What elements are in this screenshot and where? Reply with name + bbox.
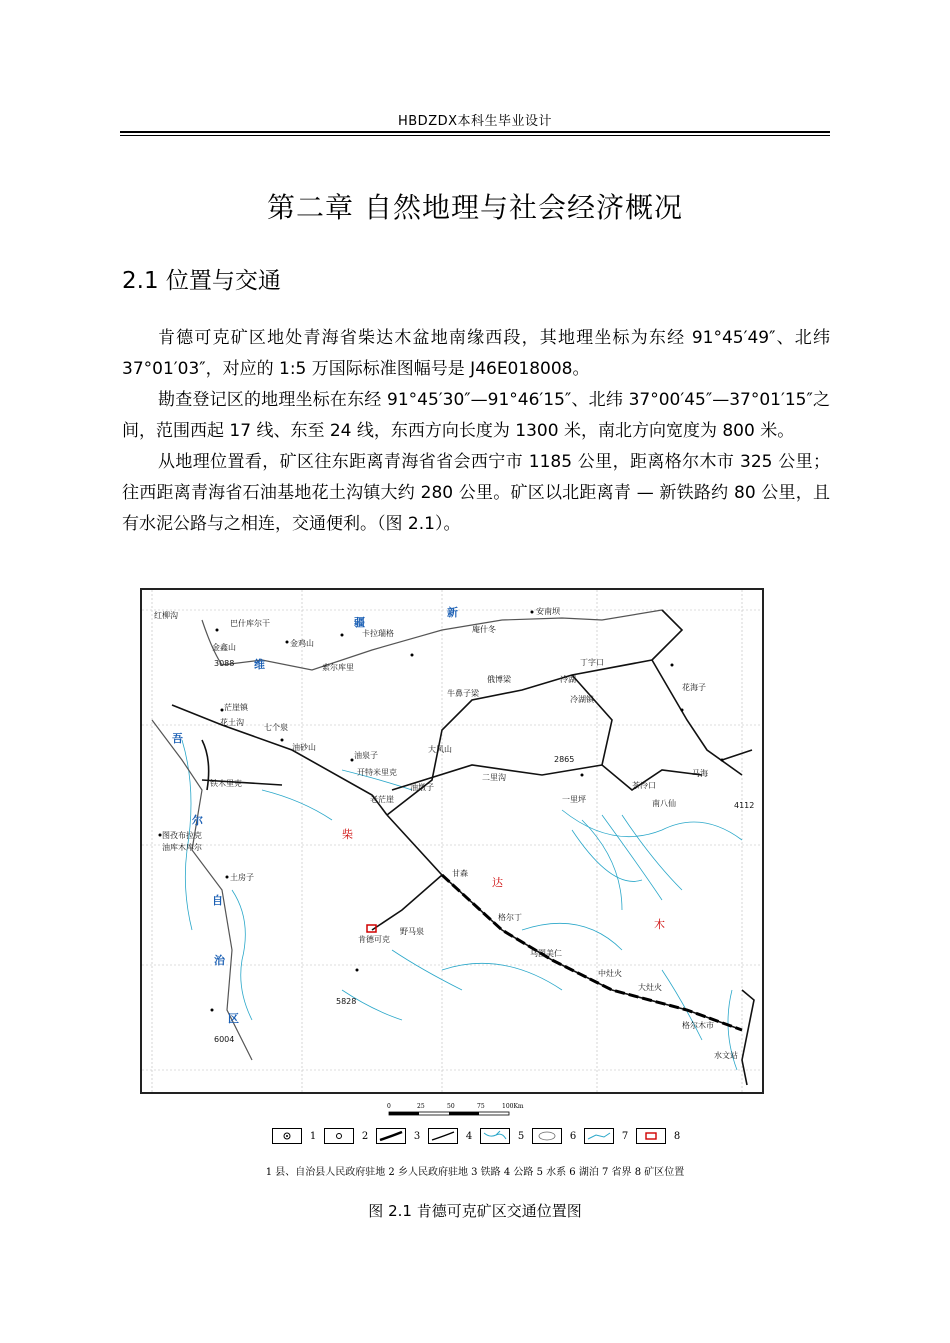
- basin-label-da: 达: [492, 876, 503, 889]
- label-hongliugou: 红柳沟: [154, 611, 178, 620]
- label-youdunzi: 油墩子: [410, 783, 434, 792]
- label-golmud: 格尔木市: [682, 1021, 714, 1030]
- scale-bar: [384, 1100, 534, 1120]
- label-laoshi: 庵什冬: [472, 625, 496, 634]
- legend-num-6: 6: [569, 1130, 577, 1142]
- map-legend: [272, 1126, 684, 1146]
- railway-icon: [376, 1128, 406, 1144]
- label-shuiwen: 水文站: [714, 1051, 738, 1060]
- header-rule-thick: [120, 131, 830, 133]
- body-text: [122, 323, 830, 540]
- page-header: HBDZDX本科生毕业设计: [397, 114, 553, 129]
- paragraph-2: 勘查登记区的地理坐标在东经 91°45′30″—91°46′15″、北纬 37°00′45″—37°01′15″之间，范围西起 17 线、东至 24 线，东西方向长度为 1300 米，南北方向宽度为 800 米。: [122, 390, 830, 441]
- label-dingzikou: 丁字口: [580, 658, 604, 667]
- label-kalameng: 卡拉瑞格: [362, 629, 394, 638]
- legend-num-8: 8: [673, 1130, 681, 1142]
- label-dazhuo: 大灶火: [638, 983, 662, 992]
- label-kendekeke: 肯德可克: [358, 935, 390, 944]
- figure-caption: 图 2.1 肯德可克矿区交通位置图: [368, 1202, 582, 1220]
- label-suoer: 索尔库里: [322, 663, 354, 672]
- region-label-zi: 自: [212, 894, 223, 907]
- label-jinqi: 金鸡山: [290, 639, 314, 648]
- label-qigequan: 七个泉: [264, 723, 288, 732]
- label-elev5: 4112: [734, 801, 755, 810]
- label-elev4: 2865: [554, 755, 575, 764]
- region-label-wei: 维: [254, 658, 265, 671]
- label-youshashan: 油砂山: [292, 743, 316, 752]
- river-icon: [480, 1128, 510, 1144]
- region-label-wu: 吾: [172, 732, 183, 745]
- railway-line: [442, 875, 742, 1030]
- river-network: [182, 740, 742, 1070]
- region-label-jiang: 疆: [354, 616, 365, 629]
- basin-label-mu: 木: [654, 918, 665, 931]
- label-erlidou: 二里沟: [482, 773, 506, 782]
- label-huatugou: 花土沟: [220, 718, 244, 727]
- label-lenghu: 冷湖: [560, 675, 576, 684]
- label-yilip: 一里坪: [562, 795, 586, 804]
- label-dafengshan: 大风山: [428, 745, 452, 754]
- region-label-xin: 新: [447, 606, 458, 619]
- label-kaiteyi: 开特米里克: [357, 768, 397, 777]
- legend-num-3: 3: [413, 1130, 421, 1142]
- label-jinyan: 金鑫山: [212, 643, 236, 652]
- label-youku: 油库木库尔: [162, 843, 202, 852]
- label-lenghuzhen: 冷湖镇: [570, 695, 594, 704]
- traffic-location-map: [140, 588, 764, 1094]
- label-niujiao: 牛鼻子梁: [447, 689, 479, 698]
- label-mahai: 马海: [692, 769, 708, 778]
- scale-tick-75: 75: [477, 1103, 485, 1110]
- label-youquanzi: 油泉子: [354, 751, 378, 760]
- mine-location-icon: [636, 1128, 666, 1144]
- scale-tick-0: 0: [387, 1103, 391, 1110]
- scale-tick-50: 50: [447, 1103, 455, 1110]
- legend-num-2: 2: [361, 1130, 369, 1142]
- scale-bar-svg: [384, 1100, 534, 1120]
- label-zhongzhuo: 中灶火: [598, 969, 622, 978]
- label-ebo: 俄博梁: [487, 675, 511, 684]
- legend-num-4: 4: [465, 1130, 473, 1142]
- label-laomangya: 老茫崖: [370, 795, 394, 804]
- province-border-west: [152, 720, 252, 1060]
- label-geer: 格尔丁: [498, 913, 522, 922]
- road-network: [172, 610, 754, 1085]
- legend-num-5: 5: [517, 1130, 525, 1142]
- scale-tick-100: 100Km: [502, 1103, 524, 1110]
- label-tuyu: 图孜布拉克: [162, 831, 202, 840]
- label-bashiku: 巴什库尔干: [230, 619, 270, 628]
- chapter-title: 第二章 自然地理与社会经济概况: [267, 191, 683, 224]
- label-yemaquan: 野马泉: [400, 927, 424, 936]
- paragraph-3: 从地理位置看，矿区往东距离青海省省会西宁市 1185 公里，距离格尔木市 325 公里；往西距离青海省石油基地花土沟镇大约 280 公里。矿区以北距离青 — 新铁路约 80 公里，且有水泥公路与之相连，交通便利。（图 2.1）。: [122, 452, 830, 534]
- region-label-er: 尔: [192, 814, 203, 827]
- label-nanbaxian: 南八仙: [652, 799, 676, 808]
- region-label-qu: 区: [228, 1012, 239, 1025]
- highway-icon: [428, 1128, 458, 1144]
- label-huahai: 花海子: [682, 683, 706, 692]
- legend-num-7: 7: [621, 1130, 629, 1142]
- label-gansen: 甘森: [452, 869, 468, 878]
- label-chalengkou: 茶冷口: [632, 781, 656, 790]
- label-tiemuliek: 铁木里克: [210, 779, 242, 788]
- scale-tick-25: 25: [417, 1103, 425, 1110]
- province-border-icon: [584, 1128, 614, 1144]
- label-tuying: 土房子: [230, 873, 254, 882]
- label-wutumeiren: 乌图美仁: [530, 949, 562, 958]
- label-anan: 安南坝: [536, 607, 560, 616]
- basin-label-chai: 柴: [342, 828, 353, 841]
- map-svg: [142, 590, 762, 1092]
- paragraph-1: 肯德可克矿区地处青海省柴达木盆地南缘西段，其地理坐标为东经 91°45′49″、北纬 37°01′03″，对应的 1:5 万国际标准图幅号是 J46E018008。: [122, 328, 830, 379]
- region-label-zhi: 治: [214, 954, 225, 967]
- settlement-markers: [159, 611, 724, 1012]
- label-elev2: 6004: [214, 1035, 235, 1044]
- label-mangya: 茫崖镇: [224, 703, 248, 712]
- section-title: 2.1 位置与交通: [122, 268, 281, 294]
- label-elev1: 5828: [336, 997, 357, 1006]
- legend-description: 1 县、自治县人民政府驻地 2 乡人民政府驻地 3 铁路 4 公路 5 水系 6 湖泊 7 省界 8 矿区位置: [265, 1167, 685, 1178]
- header-rule-thin: [120, 135, 830, 136]
- lake-icon: [532, 1128, 562, 1144]
- legend-num-1: 1: [309, 1130, 317, 1142]
- county-seat-icon: [272, 1128, 302, 1144]
- township-seat-icon: [324, 1128, 354, 1144]
- label-elev3: 3088: [214, 659, 235, 668]
